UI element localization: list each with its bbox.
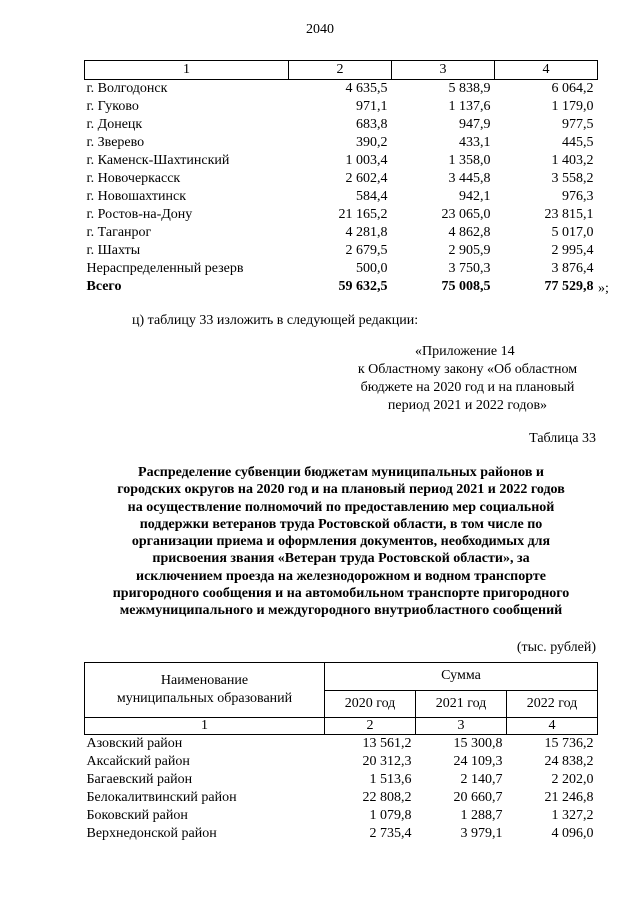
table-row	[85, 753, 598, 771]
total-2022: 77 529,8	[544, 279, 594, 294]
value-2022: 976,3	[562, 189, 594, 204]
column-number-1: 1	[85, 718, 325, 735]
value-2022: 21 246,8	[544, 790, 594, 805]
value-2021: 15 300,8	[453, 736, 503, 751]
value-2021: 1 358,0	[448, 153, 491, 168]
value-2020: 390,2	[356, 135, 388, 150]
value-2021: 3 979,1	[460, 826, 503, 841]
row-name: Верхнедонской район	[86, 826, 217, 841]
heading-line: присвоения звания «Ветеран труда Ростовской области», за	[152, 551, 530, 567]
value-2020: 1 513,6	[369, 772, 412, 787]
table-row	[85, 116, 598, 134]
row-name: Азовский район	[86, 736, 183, 751]
row-name: г. Таганрог	[86, 225, 152, 240]
value-2021: 4 862,8	[448, 225, 491, 240]
column-header-2021: 2021 год	[416, 690, 507, 718]
value-2021: 2 905,9	[448, 243, 491, 258]
value-2021: 20 660,7	[453, 790, 503, 805]
column-header-sum: Сумма	[325, 663, 598, 691]
value-2020: 4 281,8	[345, 225, 388, 240]
appendix-title: «Приложение 14	[415, 344, 515, 359]
value-2020: 971,1	[356, 99, 388, 114]
row-name: г. Зверево	[86, 135, 145, 150]
row-name: г. Гуково	[86, 99, 139, 114]
row-name: Боковский район	[86, 808, 188, 823]
column-number-2: 2	[325, 718, 416, 735]
total-label: Всего	[86, 279, 122, 294]
heading-line: Распределение субвенции бюджетам муниципальных районов и	[138, 465, 544, 480]
heading-line: поддержки ветеранов труда Ростовской области, в том числе по	[139, 516, 543, 532]
value-2021: 5 838,9	[448, 81, 491, 96]
row-name: Багаевский район	[86, 772, 193, 787]
value-2020: 683,8	[356, 117, 388, 132]
value-2021: 3 445,8	[448, 171, 491, 186]
value-2022: 3 876,4	[551, 261, 594, 276]
total-2020: 59 632,5	[338, 279, 388, 294]
appendix-line: к Областному закону «Об областном	[357, 362, 578, 377]
value-2020: 2 679,5	[345, 243, 388, 258]
row-name: г. Новошахтинск	[86, 189, 187, 204]
row-name: Белокалитвинский район	[86, 790, 237, 805]
value-2022: 977,5	[562, 117, 594, 132]
value-2020: 1 003,4	[345, 153, 388, 168]
row-name: г. Каменск-Шахтинский	[86, 153, 230, 168]
heading-line: городских округов на 2020 год и на плановый период 2021 и 2022 годов	[117, 482, 565, 498]
table-row	[85, 170, 598, 188]
column-header-2022: 2022 год	[507, 690, 598, 718]
page-number: 2040	[306, 22, 334, 37]
table-row	[85, 224, 598, 242]
appendix-reference	[345, 343, 590, 415]
row-name: г. Шахты	[86, 243, 141, 258]
column-number-1: 1	[85, 61, 289, 80]
table-row	[85, 825, 598, 843]
table-heading	[84, 464, 598, 620]
value-2020: 21 165,2	[338, 207, 388, 222]
value-2020: 584,4	[356, 189, 388, 204]
value-2021: 24 109,3	[453, 754, 503, 769]
heading-line: на осуществление полномочий по предоставлению мер социальной	[127, 499, 555, 515]
amendment-instruction: ц) таблицу 33 изложить в следующей редакции:	[132, 313, 419, 328]
value-2021: 433,1	[459, 135, 491, 150]
appendix-line: период 2021 и 2022 годов»	[387, 398, 548, 413]
value-2022: 24 838,2	[544, 754, 594, 769]
value-2022: 1 327,2	[551, 808, 594, 823]
total-2021: 75 008,5	[441, 279, 491, 294]
row-name: г. Донецк	[86, 117, 143, 132]
table-row	[85, 771, 598, 789]
header-name-line2: муниципальных образований	[116, 691, 293, 706]
value-2022: 1 403,2	[551, 153, 594, 168]
table-row	[85, 98, 598, 116]
column-number-4: 4	[495, 61, 598, 80]
column-number-2: 2	[289, 61, 392, 80]
heading-line: исключением проезда на железнодорожном и водном транспорте	[136, 568, 546, 584]
column-number-4: 4	[507, 718, 598, 735]
row-name: Аксайский район	[86, 754, 190, 769]
table-row	[85, 242, 598, 260]
header-name-line1: Наименование	[160, 673, 249, 688]
value-2020: 500,0	[356, 261, 388, 276]
row-name: г. Волгодонск	[86, 81, 168, 96]
units-label: (тыс. рублей)	[516, 640, 596, 655]
value-2021: 942,1	[459, 189, 491, 204]
value-2020: 2 602,4	[345, 171, 388, 186]
value-2021: 1 137,6	[448, 99, 491, 114]
table-row	[85, 260, 598, 278]
table-header-row	[85, 61, 598, 80]
value-2020: 13 561,2	[362, 736, 412, 751]
value-2021: 2 140,7	[460, 772, 503, 787]
value-2021: 947,9	[459, 117, 491, 132]
value-2021: 1 288,7	[460, 808, 503, 823]
value-2022: 3 558,2	[551, 171, 594, 186]
value-2022: 2 202,0	[551, 772, 594, 787]
value-2020: 1 079,8	[369, 808, 412, 823]
row-name: г. Ростов-на-Дону	[86, 207, 193, 222]
table-row	[85, 80, 598, 99]
value-2022: 2 995,4	[551, 243, 594, 258]
heading-line: пригородного сообщения и на автомобильном транспорте пригородного	[112, 586, 570, 602]
column-number-3: 3	[392, 61, 495, 80]
table-row	[85, 152, 598, 170]
value-2020: 4 635,5	[345, 81, 388, 96]
value-2022: 1 179,0	[551, 99, 594, 114]
subvention-table	[84, 662, 598, 843]
value-2020: 2 735,4	[369, 826, 412, 841]
value-2020: 22 808,2	[362, 790, 412, 805]
value-2022: 5 017,0	[551, 225, 594, 240]
value-2021: 23 065,0	[441, 207, 491, 222]
table-total-row	[85, 278, 598, 296]
table-row	[85, 735, 598, 754]
heading-line: организации приема и оформления документов, необходимых для	[131, 534, 551, 550]
value-2022: 23 815,1	[544, 207, 594, 222]
table-row	[85, 789, 598, 807]
column-header-name	[85, 663, 325, 718]
table-row	[85, 206, 598, 224]
budget-table-continuation	[84, 60, 598, 296]
heading-line: межмуниципального и междугородного внутриобластного сообщений	[119, 603, 563, 619]
closing-quote-mark: »;	[598, 281, 609, 296]
value-2021: 3 750,3	[448, 261, 491, 276]
row-name: Нераспределенный резерв	[86, 261, 244, 276]
value-2022: 6 064,2	[551, 81, 594, 96]
row-name: г. Новочеркасск	[86, 171, 181, 186]
column-number-3: 3	[416, 718, 507, 735]
value-2022: 15 736,2	[544, 736, 594, 751]
value-2022: 445,5	[562, 135, 594, 150]
table-row	[85, 807, 598, 825]
table-label: Таблица 33	[529, 431, 596, 446]
table-row	[85, 188, 598, 206]
table-row	[85, 134, 598, 152]
value-2020: 20 312,3	[362, 754, 412, 769]
appendix-line: бюджете на 2020 год и на плановый	[360, 380, 575, 395]
column-header-2020: 2020 год	[325, 690, 416, 718]
value-2022: 4 096,0	[551, 826, 594, 841]
